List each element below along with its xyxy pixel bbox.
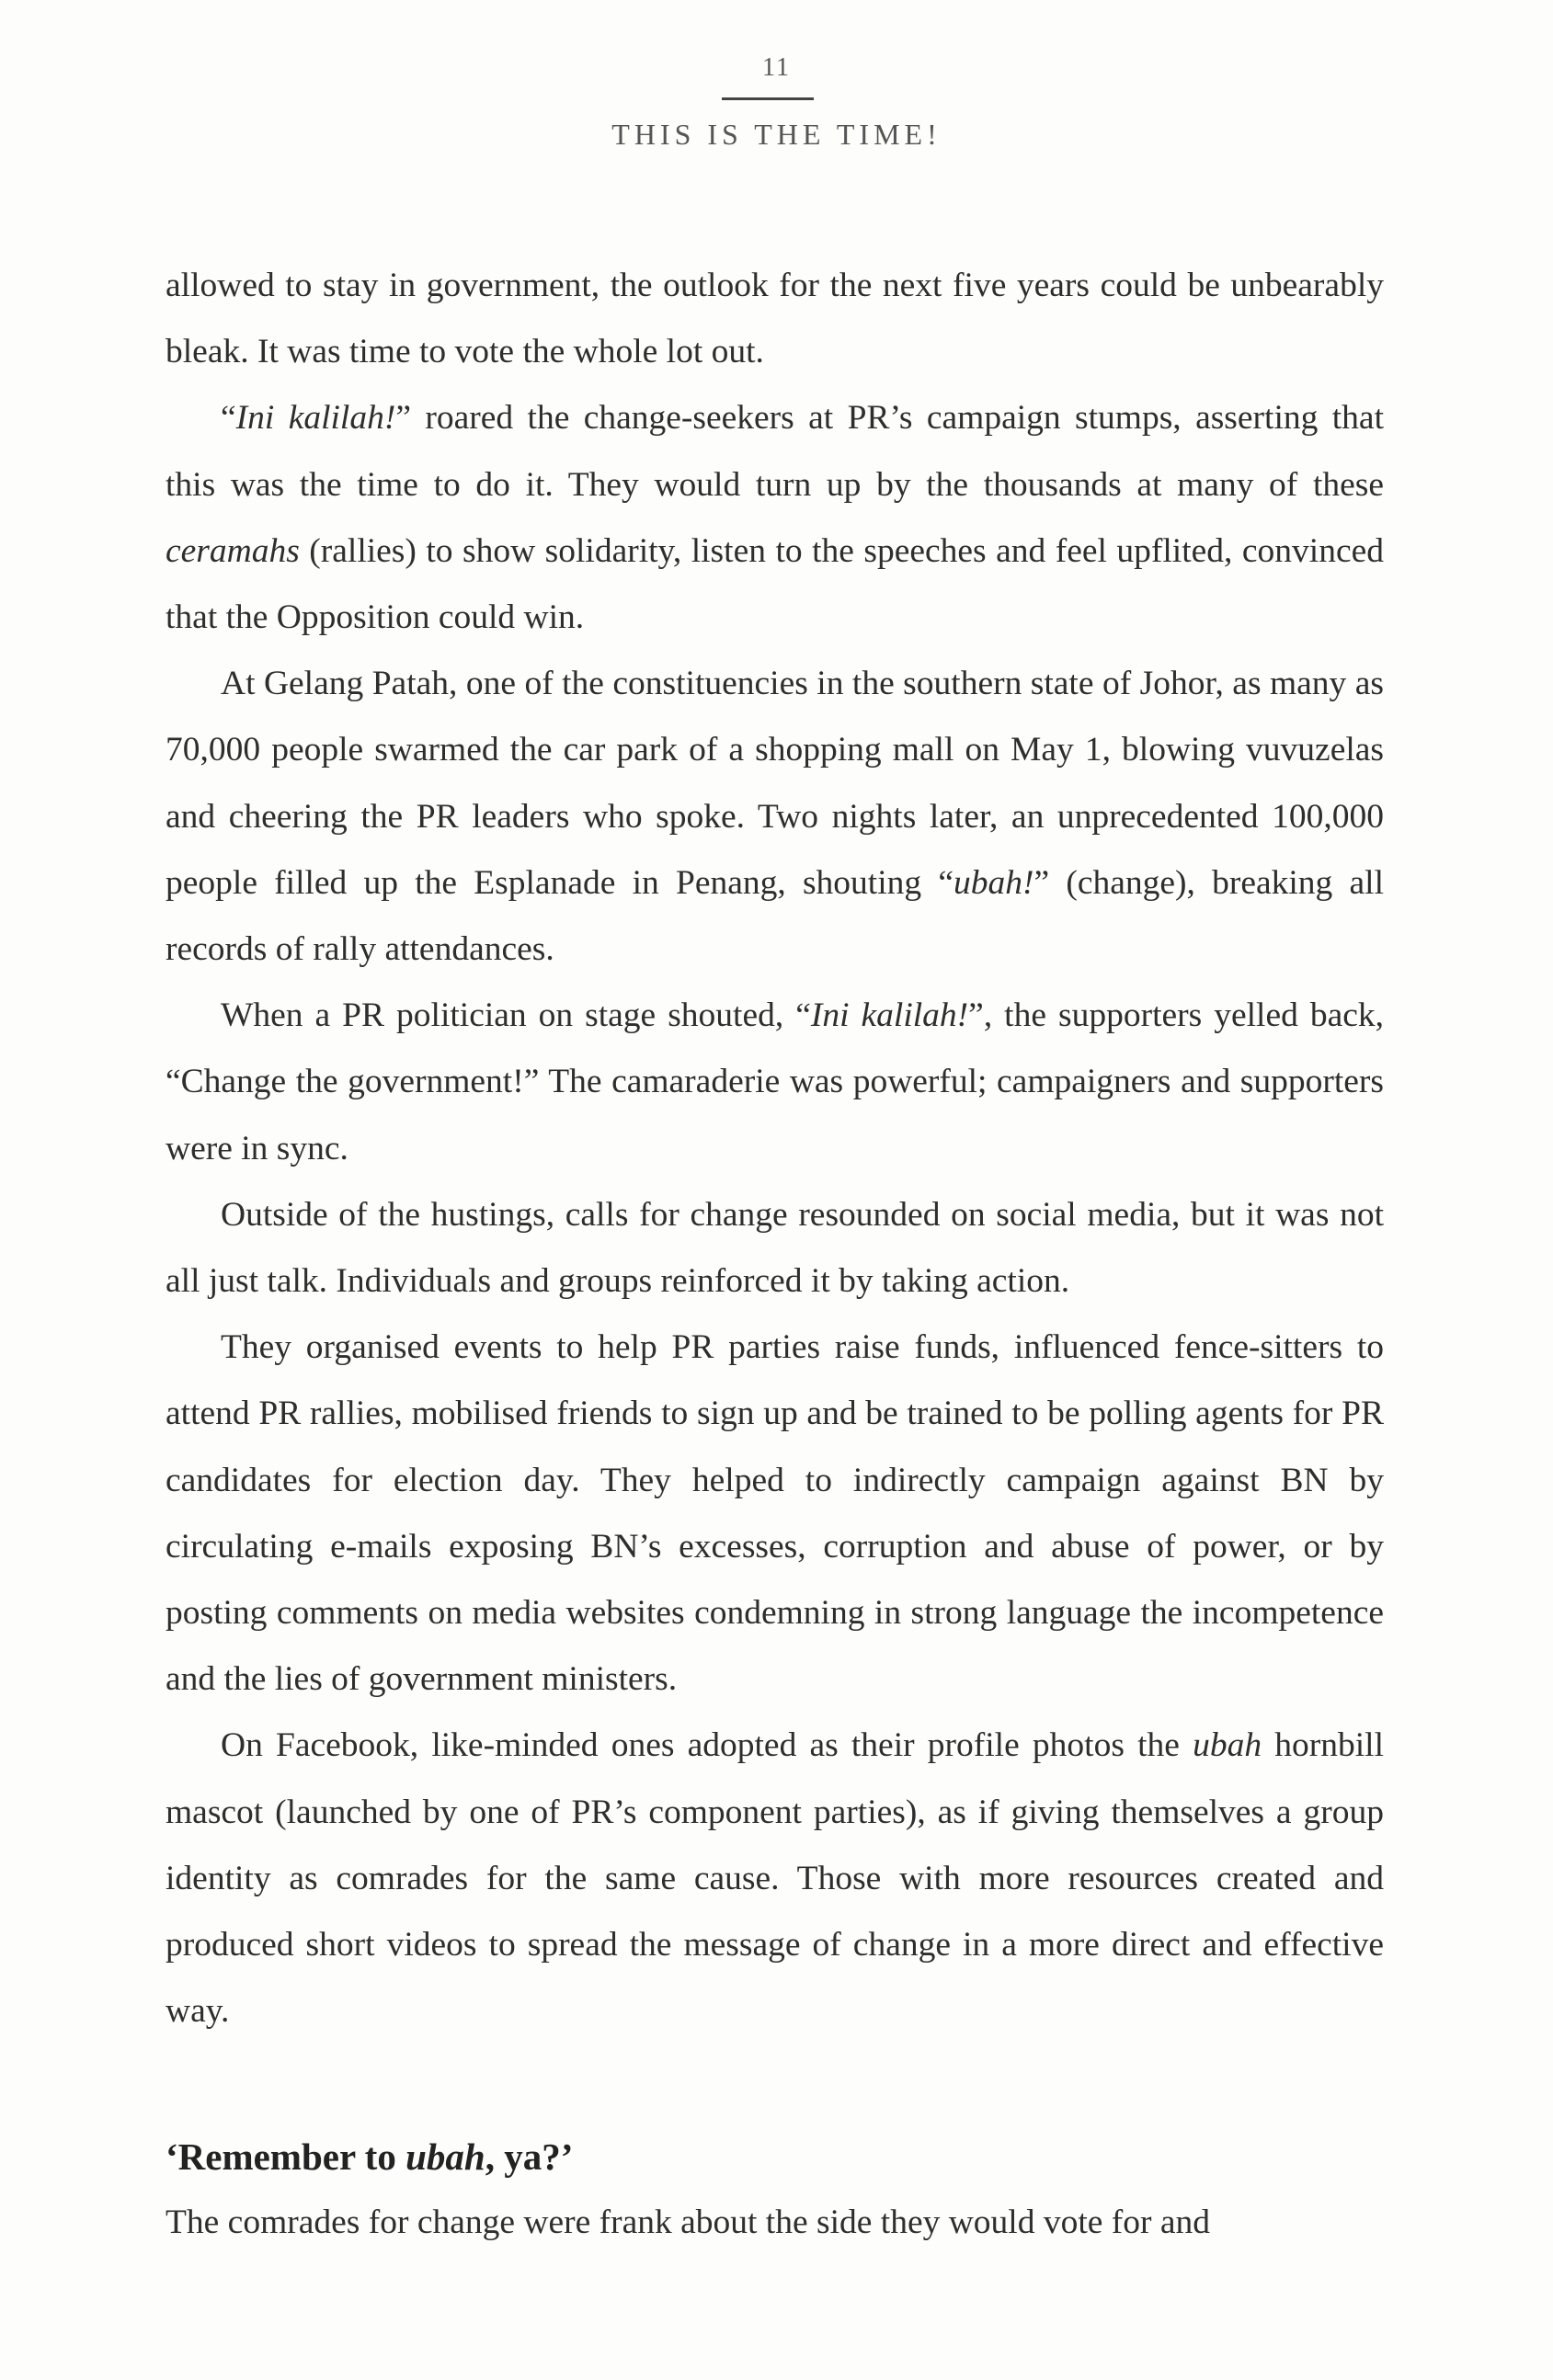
paragraph-6: They organised events to help PR parties raise funds, influenced fence-sitters to attend PR rallies, mobilised friends to sign up and be trained to be polling agents for PR candidates for election day. They helped to indirectly campaign against BN by circulating e-mails exposing BN’s excesses, corruption and abuse of power, or by posting comments on media websites condemning in strong language the incompetence and the lies of government ministers. (166, 1328, 1384, 1699)
malay-word: ceramahs (166, 531, 300, 570)
paragraph-3: At Gelang Patah, one of the constituencies in the southern state of Johor, as many as 70,000 people swarmed the car park of a shopping mall on May 1, blowing vuvuzelas and cheering the PR leaders who spoke. Two nights later, an unprecedented 100,000 people filled up the Esplanade in Penang, shouting “ubah!” (change), breaking all records of rally attendances. (166, 665, 1384, 969)
page-number: 11 (762, 53, 791, 82)
malay-word: ubah! (953, 863, 1034, 902)
paragraph-8: The comrades for change were frank about the side they would vote for and (166, 2203, 1211, 2242)
header-rule (722, 97, 814, 100)
malay-word: ubah (1193, 1726, 1262, 1765)
paragraph-2: “Ini kalilah!” roared the change-seekers at PR’s campaign stumps, asserting that this was the time to do it. They would turn up by the thousands at many of these ceramahs (rallies) to show solidarity, listen to the speeches and feel upflited, convinced that the Opposition could win. (166, 399, 1384, 637)
body-text (166, 253, 1384, 2257)
malay-phrase: Ini kalilah! (810, 996, 969, 1035)
paragraph-7: On Facebook, like-minded ones adopted as their profile photos the ubah hornbill mascot (launched by one of PR’s component parties), as if giving themselves a group identity as comrades for the same cause. Those with more resources created and produced short videos to spread the message of change in a more direct and effective way. (166, 1726, 1384, 2031)
malay-phrase: Ini kalilah! (235, 399, 396, 438)
paragraph-4: When a PR politician on stage shouted, “Ini kalilah!”, the supporters yelled back, “Change the government!” The camaraderie was powerful; campaigners and supporters were in sync. (166, 996, 1384, 1167)
paragraph-1: allowed to stay in government, the outlook for the next five years could be unbearably bleak. It was time to vote the whole lot out. (166, 267, 1384, 371)
paragraph-5: Outside of the hustings, calls for change resounded on social media, but it was not all just talk. Individuals and groups reinforced it by taking action. (166, 1195, 1384, 1301)
running-head: THIS IS THE TIME! (611, 118, 942, 151)
section-subheading: ‘Remember to ubah, ya?’ (166, 2135, 574, 2179)
